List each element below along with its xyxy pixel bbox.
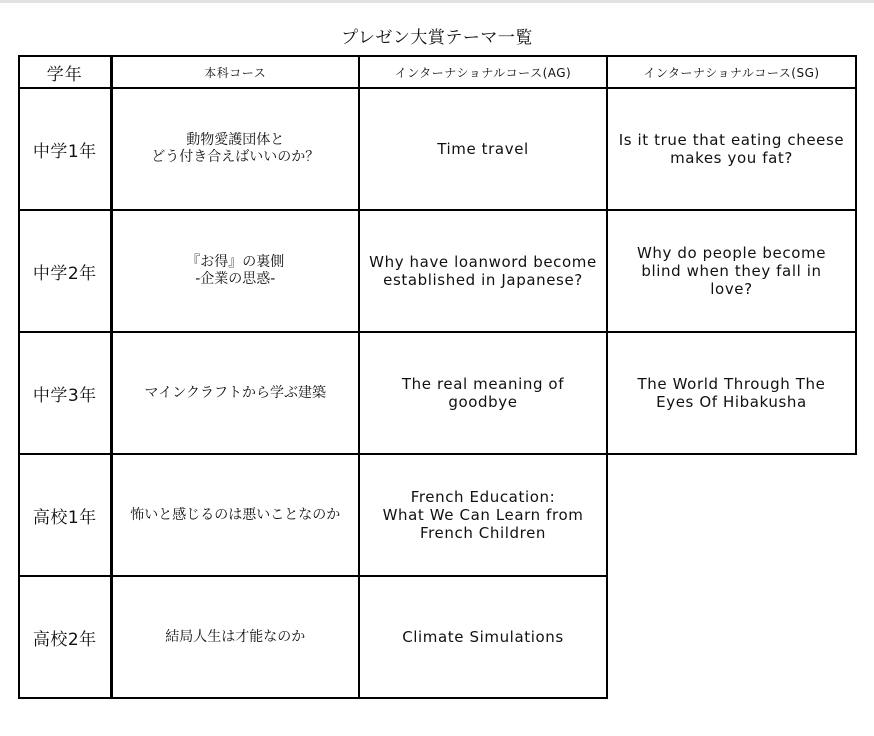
grade-cell: 高校1年 [19,454,111,576]
table-row [19,332,856,454]
table-row [19,454,856,576]
table-row [19,210,856,332]
ag-theme-cell: Why have loanword become established in Japanese? [359,210,607,332]
regular-theme-cell: マインクラフトから学ぶ建築 [111,332,359,454]
regular-theme-cell: 結局人生は才能なのか [111,576,359,698]
ag-theme-cell: Climate Simulations [359,576,607,698]
header-regular-course: 本科コース [111,56,359,88]
sg-theme-cell: Is it true that eating cheese makes you fat? [607,88,856,210]
ag-theme-cell: French Education: What We Can Learn from French Children [359,454,607,576]
table-row [19,576,856,698]
page-title: プレゼン大賞テーマ一覧 [341,28,533,48]
top-divider [0,0,874,3]
header-row [19,56,856,88]
header-international-ag: インターナショナルコース(AG) [359,56,607,88]
ag-theme-cell: Time travel [359,88,607,210]
header-international-sg: インターナショナルコース(SG) [607,56,856,88]
table-row [19,88,856,210]
header-grade: 学年 [19,56,111,88]
empty-cell [607,454,856,576]
sg-theme-cell: The World Through The Eyes Of Hibakusha [607,332,856,454]
grade-cell: 高校2年 [19,576,111,698]
grade-cell: 中学3年 [19,332,111,454]
grade-cell: 中学1年 [19,88,111,210]
grade-cell: 中学2年 [19,210,111,332]
theme-table [18,55,857,699]
regular-theme-cell: 動物愛護団体と どう付き合えばいいのか？ [111,88,359,210]
ag-theme-cell: The real meaning of goodbye [359,332,607,454]
regular-theme-cell: 怖いと感じるのは悪いことなのか [111,454,359,576]
sg-theme-cell: Why do people become blind when they fall in love? [607,210,856,332]
regular-theme-cell: 『お得』の裏側 -企業の思惑- [111,210,359,332]
empty-cell [607,576,856,698]
